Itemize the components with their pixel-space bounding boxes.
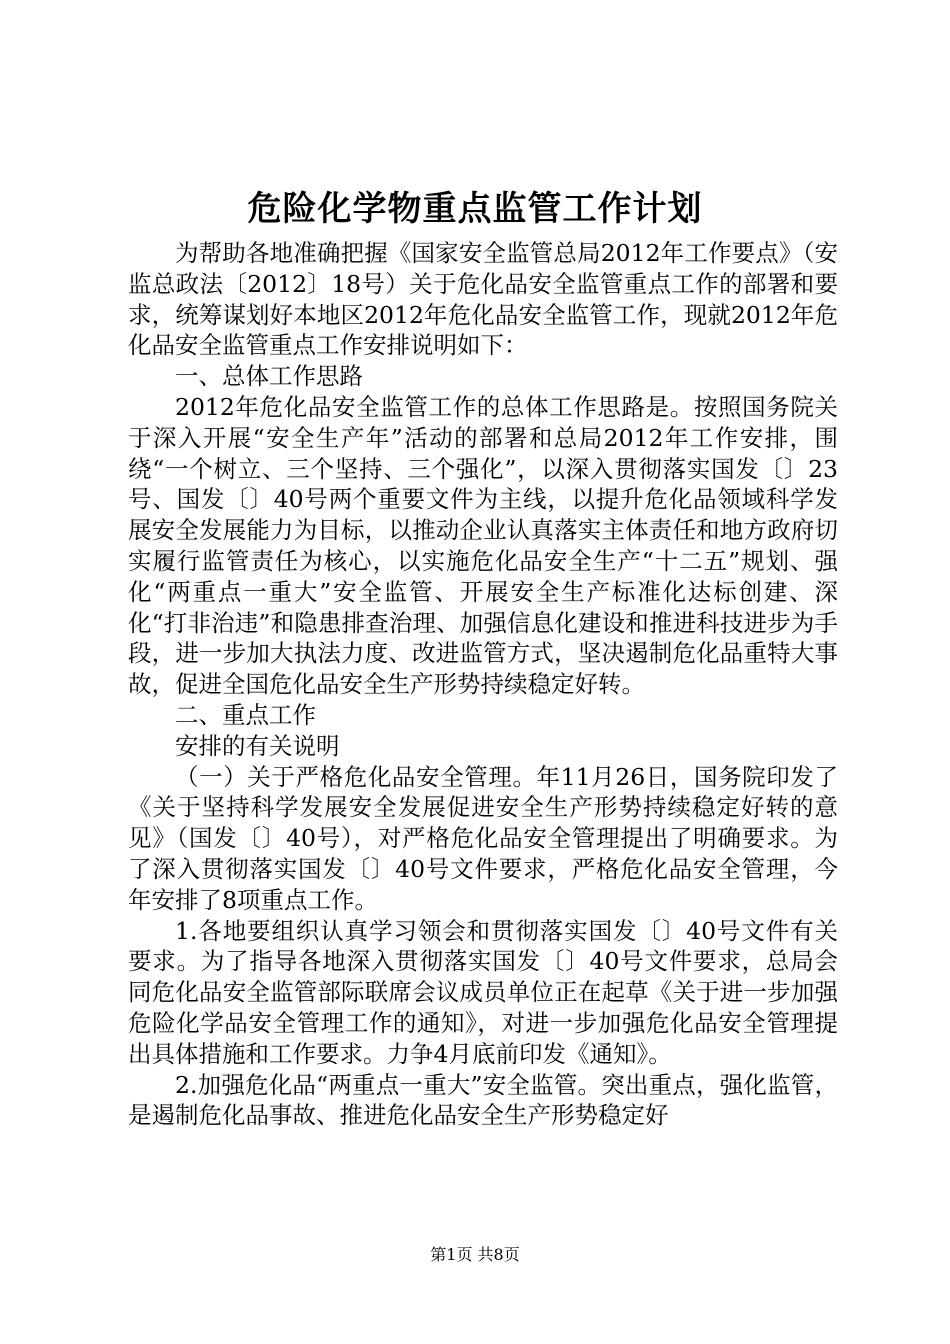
paragraph-item-1: （一）关于严格危化品安全管理。年11月26日，国务院印发了《关于坚持科学发展安全发展促进安全生产形势持续稳定好转的意见》（国发〔〕40号），对严格危化品安全管理提出了明确要求。为了深入贯彻落实国发〔〕40号文件要求，严格危化品安全管理，今年安排了8项重点工作。	[128, 762, 838, 914]
heading-section-2: 二、重点工作	[175, 700, 316, 729]
subheading-arrangement: 安排的有关说明	[175, 731, 340, 760]
document-body	[128, 238, 838, 1131]
page-footer: 第1页 共8页	[430, 1245, 520, 1264]
paragraph-point-1: 1.各地要组织认真学习领会和贯彻落实国发〔〕40号文件有关要求。为了指导各地深入贯彻落实国发〔〕40号文件要求，总局会同危化品安全监管部际联席会议成员单位正在起草《关于进一步加强危险化学品安全管理工作的通知》，对进一步加强危化品安全管理提出具体措施和工作要求。力争4月底前印发《通知》。	[128, 916, 838, 1068]
heading-section-1: 一、总体工作思路	[175, 362, 363, 391]
document-title: 危险化学物重点监管工作计划	[247, 189, 703, 229]
paragraph-overall-approach: 2012年危化品安全监管工作的总体工作思路是。按照国务院关于深入开展“安全生产年”活动的部署和总局2012年工作安排，围绕“一个树立、三个坚持、三个强化”，以深入贯彻落实国发〔〕23号、国发〔〕40号两个重要文件为主线，以提升危化品领域科学发展安全发展能力为目标，以推动企业认真落实主体责任和地方政府切实履行监管责任为核心，以实施危化品安全生产“十二五”规划、强化“两重点一重大”安全监管、开展安全生产标准化达标创建、深化“打非治违”和隐患排查治理、加强信息化建设和推进科技进步为手段，进一步加大执法力度、改进监管方式，坚决遏制危化品重特大事故，促进全国危化品安全生产形势持续稳定好转。	[128, 392, 838, 699]
paragraph-intro: 为帮助各地准确把握《国家安全监管总局2012年工作要点》（安监总政法〔2012〕18号）关于危化品安全监管重点工作的部署和要求，统筹谋划好本地区2012年危化品安全监管工作，现就2012年危化品安全监管重点工作安排说明如下：	[128, 239, 838, 360]
paragraph-point-2: 2.加强危化品“两重点一重大”安全监管。突出重点，强化监管，是遏制危化品事故、推进危化品安全生产形势稳定好	[128, 1070, 838, 1130]
